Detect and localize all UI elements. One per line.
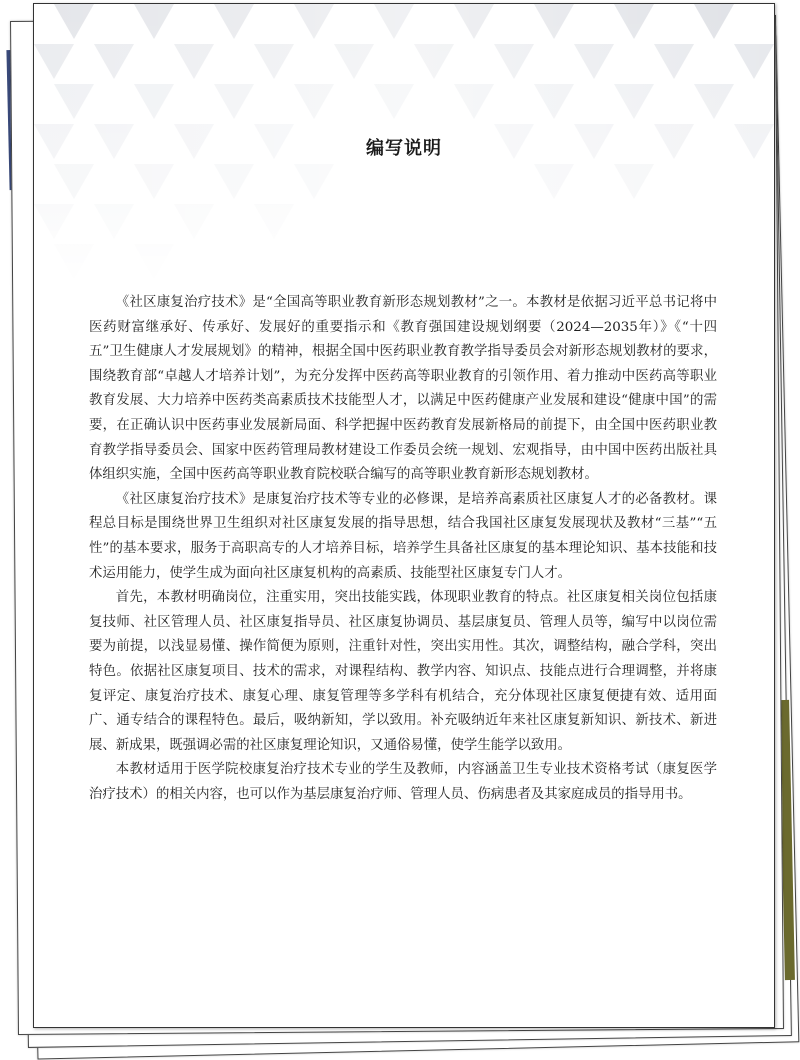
paragraph: 《社区康复治疗技术》是“全国高等职业教育新形态规划教材”之一。本教材是依据习近平总书记将中医药财富继承好、传承好、发展好的重要指示和《教育强国建设规划纲要（2024—2035年）》《“十四五”卫生健康人才发展规划》的精神，根据全国中医药职业教育教学指导委员会对新形态规划教材的要求，围绕教育部“卓越人才培养计划”，为充分发挥中医药高等职业教育的引领作用、着力推动中医药高等职业教育发展、大力培养中医药类高素质技术技能型人才，以满足中医药健康产业发展和建设“健康中国”的需要，在正确认识中医药事业发展新局面、科学把握中医药教育发展新格局的前提下，由全国中医药职业教育教学指导委员会、国家中医药管理局教材建设工作委员会统一规划、宏观指导，由中国中医药出版社具体组织实施，全国中医药高等职业教育院校联合编写的高等职业教育新形态规划教材。 [89, 295, 717, 483]
page-title: 编写说明 [366, 138, 442, 159]
paragraph: 《社区康复治疗技术》是康复治疗技术等专业的必修课，是培养高素质社区康复人才的必备教材。课程总目标是围绕世界卫生组织对社区康复发展的指导思想，结合我国社区康复发展现状及教材“三基”“五性”的基本要求，服务于高职高专的人才培养目标，培养学生具备社区康复的基本理论知识、基本技能和技术运用能力，使学生成为面向社区康复机构的高素质、技能型社区康复专门人才。 [89, 491, 717, 581]
paragraph: 本教材适用于医学院校康复治疗技术专业的学生及教师，内容涵盖卫生专业技术资格考试（康复医学治疗技术）的相关内容，也可以作为基层康复治疗师、管理人员、伤病患者及其家庭成员的指导用书。 [89, 762, 717, 802]
body-text [89, 291, 717, 807]
document-page [33, 3, 775, 1028]
paragraph: 首先，本教材明确岗位，注重实用，突出技能实践，体现职业教育的特点。社区康复相关岗位包括康复技师、社区管理人员、社区康复指导员、社区康复协调员、基层康复员、管理人员等，编写中以岗位需要为前提，以浅显易懂、操作简便为原则，注重针对性，突出实用性。其次，调整结构，融合学科，突出特色。依据社区康复项目、技术的需求，对课程结构、教学内容、知识点、技能点进行合理调整，并将康复评定、康复治疗技术、康复心理、康复管理等多学科有机结合，充分体现社区康复便捷有效、适用面广、通专结合的课程特色。最后，吸纳新知，学以致用。补充吸纳近年来社区康复新知识、新技术、新进展、新成果，既强调必需的社区康复理论知识，又通俗易懂，使学生能学以致用。 [89, 590, 717, 753]
